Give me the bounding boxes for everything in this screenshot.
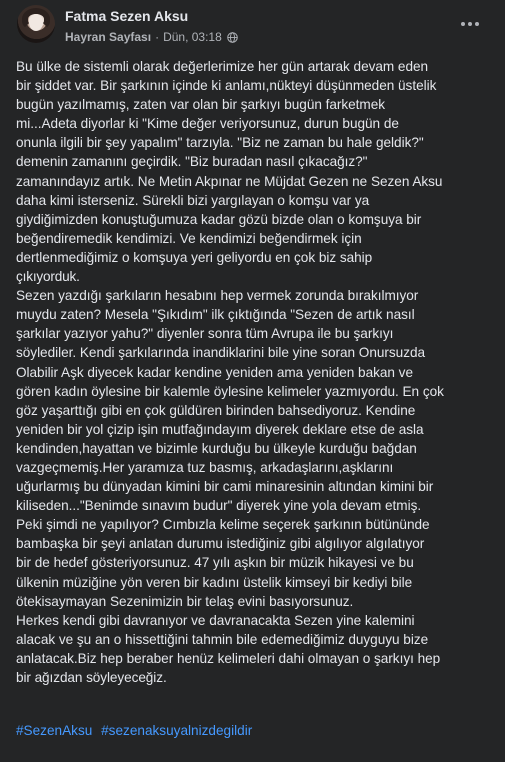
post-text-line: bambaşka bir şeyi anlatan durumu istediğiniz gibi algılıyor algılatıyor [16,536,425,552]
post-text-line: bugün yazılmamış, zaten var olan bir şarkıyı bugün farketmek [16,97,386,113]
author-name[interactable]: Fatma Sezen Aksu [65,8,189,24]
post-text-line: anlatacak.Biz hep beraber henüz kelimeleri dahi olmayan o şarkıyı hep [16,650,441,666]
post-text-line: dertlenmediğimiz o komşuya yeri geliyordu en çok biz sahip [16,249,373,265]
post-text-line: giydiğimizden konuştuğumuza kadar gözü bizde olan o komşuya bir [16,211,422,227]
post-hashtags [16,721,252,740]
hashtag-link[interactable]: #sezenaksuyalnizdegildir [101,723,253,738]
post-text-line: bir de hedef gösteriyorsunuz. 47 yılı aşkın bir müzik hikayesi ve bu [16,555,414,571]
post-text-line: uğurlarmış bu dünyadan kimini bir cami minaresinin altından kimini bir [16,479,434,495]
globe-icon[interactable] [227,32,238,43]
post-text-line: onunla ilgili bir şey yapalım" tarzıyla. "Biz ne zaman bu hale geldik?" [16,135,424,151]
post-body [16,57,494,687]
post-text-line: Bu ülke de sistemli olarak değerlerimize her gün artarak devam eden [16,59,429,74]
post-text-line: Peki şimdi ne yapılıyor? Cımbızla kelime seçerek şarkının bütününde [16,517,430,533]
post-text-line: yeniden bir yol çizip işin mutfağındayım diyerek deklare etse de asla [16,421,424,437]
more-horizontal-icon[interactable] [458,12,482,36]
post-text-line: demenin zamanını geçirdik. "Biz buradan nasıl çıkacağız?" [16,154,368,170]
page-subtitle[interactable]: Hayran Sayfası [65,30,152,44]
post-text-line: muydu zaten? Mesela "Şıkıdım" ilk çıktığında "Sezen de artık nasıl [16,307,415,323]
avatar-face [29,14,43,31]
post-text-line: Herkes kendi gibi davranıyor ve davranacakta Sezen yine kalemini [16,612,415,628]
post-text-line: çıkıyorduk. [16,269,80,285]
post-text-line: kiliseden..."Benimde sınavım budur" diyerek yine yola devam etmiş. [16,498,422,514]
post-text-line: vazgeçmemiş.Her yaramıza tuz basmış, arkadaşlarını,aşklarını [16,459,394,475]
post-text-line: bir şiddet var. Bir şarkının içinde ki anlamı,nükteyi düşünmeden üstelik [16,78,437,94]
post-text-line: ötekisaymayan Sezenimizin bir telaş evini basıyorsunuz. [16,593,354,609]
post-text-line: Olabilir Aşk diyecek kadar kendine yeniden ama yeniden bakan ve [16,364,413,380]
post-meta [65,30,238,44]
post-text-line: gören kadın öylesine bir kalemle öylesine kelimeler yazmıyordu. En çok [16,383,444,399]
post-timestamp[interactable]: Dün, 03:18 [163,30,222,44]
post-text-line: ülkenin müziğine yön veren bir kadını üstelik kimseyi bir kediyi bile [16,574,413,590]
post-text-line: söylediler. Kendi şarkılarında inandiklarini bile yine soran Onursuzda [16,345,426,361]
post-text-line: mi...Adeta diyorlar ki "Kime değer veriyorsunuz, durun bugün de [16,116,399,132]
meta-separator: · [155,30,160,44]
post-text-line: beğendiremedik kendimizi. Ve kendimizi beğendirmek için [16,230,362,246]
hashtag-link[interactable]: #SezenAksu [16,723,93,738]
post-text-line: bir ağızdan söyleyeceğiz. [16,670,167,685]
post-text-line: alacak ve şu an o hissettiğini tahmin bile edemediğimiz duyguyu bize [16,631,429,647]
post-text-line: göz yaşarttığı gibi en çok güldüren birinden bahsediyoruz. Kendine [16,402,416,418]
post-text-line: şarkılar yazıyor yahu?" diyenler sonra tüm Avrupa ile bu şarkıyı [16,326,394,342]
author-avatar[interactable] [17,5,55,43]
post-text-line: zamanındayız artık. Ne Metin Akpınar ne Müjdat Gezen ne Sezen Aksu [16,173,443,189]
post-text-line: daha kimi isterseniz. Sürekli bizi yargılayan o komşu var ya [16,192,370,208]
post-text-line: kendinden,hayattan ve bizimle kurduğu bu ülkeyle kurduğu bağdan [16,440,417,456]
post-text-line: Sezen yazdığı şarkıların hesabını hep vermek zorunda bırakılmıyor [16,288,419,304]
post-header [0,0,505,52]
